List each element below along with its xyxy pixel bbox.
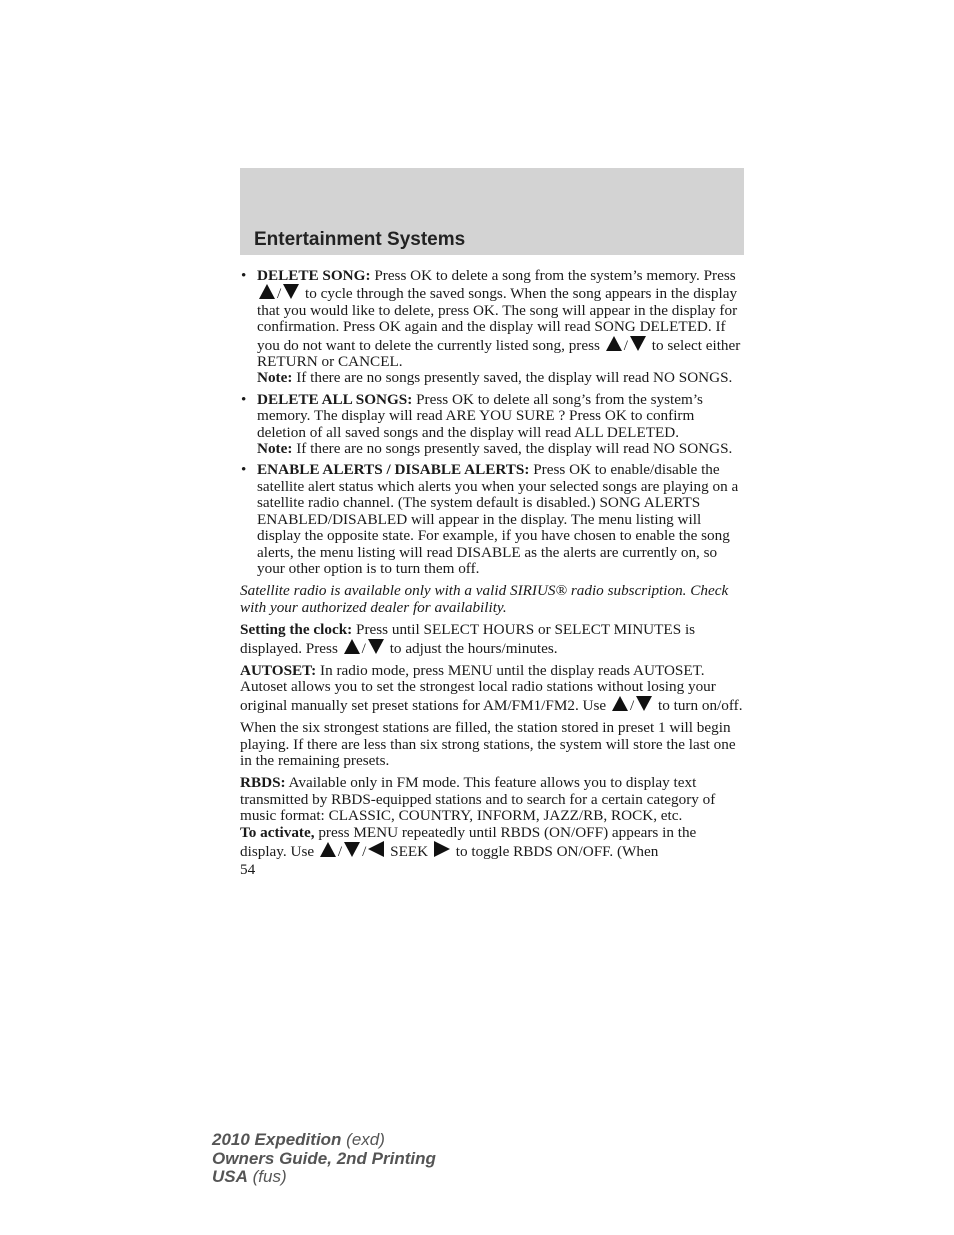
down-arrow-icon (344, 842, 360, 857)
down-arrow-icon (630, 336, 646, 351)
footer-guide-line: Owners Guide, 2nd Printing (212, 1148, 436, 1168)
clock-paragraph: Setting the clock: Press until SELECT HOURS or SELECT MINUTES is displayed. Press / to adjust the hours/minutes. (240, 621, 696, 657)
left-arrow-icon (368, 841, 384, 857)
term-delete-all-songs: DELETE ALL SONGS: (257, 390, 413, 408)
note: Note: If there are no songs presently saved, the display will read NO SONGS. (257, 369, 733, 387)
section-header-band (240, 168, 744, 255)
list-item-delete-all-songs: • DELETE ALL SONGS: Press OK to delete all song’s from the system’s memory. The display will read ARE YOU SURE ? Press OK to confirm deletion of all saved songs and the display will read ALL DELETED. Note: If there are no songs presently saved, the display will read NO SONGS. (240, 392, 746, 458)
rbds-activate-paragraph: To activate, press MENU repeatedly until RBDS (ON/OFF) appears in the display. Use / / SEEK to toggle RBDS ON/OFF. (When (240, 823, 697, 860)
note: Note: If there are no songs presently saved, the display will read NO SONGS. (257, 440, 733, 458)
right-arrow-icon (434, 841, 450, 857)
page-content (240, 268, 746, 879)
document-footer (212, 1131, 436, 1187)
section-title: Entertainment Systems (254, 229, 466, 250)
down-arrow-icon (368, 639, 384, 654)
footer-model-line: 2010 Expedition (exd) (212, 1130, 385, 1149)
autoset-paragraph: AUTOSET: In radio mode, press MENU until the display reads AUTOSET. Autoset allows you to set the strongest local radio stations without losing your original manually set preset stations for AM/FM1/FM2. Use / to turn on/off. (240, 661, 743, 714)
rbds-paragraph: RBDS: Available only in FM mode. This feature allows you to display text transmitted by RBDS-equipped stations and to search for a certain category of music format: CLASSIC, COUNTRY, INFORM, JAZZ/RB, ROCK, etc. (240, 774, 716, 825)
up-arrow-icon (612, 696, 628, 711)
down-arrow-icon (283, 284, 299, 299)
term-enable-alerts: ENABLE ALERTS / DISABLE ALERTS: (257, 461, 530, 479)
satellite-note: Satellite radio is available only with a valid SIRIUS® radio subscription. Check with your authorized dealer for availability. (240, 582, 729, 616)
list-item-delete-song: • DELETE SONG: Press OK to delete a song from the system’s memory. Press / to cycle through the saved songs. When the song appears in the display that you would like to delete, press OK. The song will appear in the display for confirmation. Press OK again and the display will read SONG DELETED. If you do not want to delete the currently listed song, press / to select either RETURN or CANCEL. Note: If there are no songs presently saved, the display will read NO SONGS. (240, 268, 746, 387)
footer-market-line: USA (fus) (212, 1167, 287, 1186)
autoset-followup: When the six strongest stations are filled, the station stored in preset 1 will begin playing. If there are less than six strong stations, the system will store the last one in the remaining presets. (240, 719, 736, 769)
up-arrow-icon (320, 842, 336, 857)
up-arrow-icon (259, 284, 275, 299)
page-number: 54 (240, 861, 256, 879)
option-list (240, 268, 746, 577)
term-delete-song: DELETE SONG: (257, 267, 371, 284)
up-arrow-icon (606, 336, 622, 351)
down-arrow-icon (636, 696, 652, 711)
up-arrow-icon (344, 639, 360, 654)
list-item-enable-alerts: • ENABLE ALERTS / DISABLE ALERTS: Press OK to enable/disable the satellite alert status which alerts you when your selected songs are playing on a satellite radio channel. (The system default is disabled.) SONG ALERTS ENABLED/DISABLED will appear in the display. The menu listing will display the opposite state. For example, if you have chosen to enable the song alerts, the menu listing will read DISABLE as the alerts are currently on, so your other option is to turn them off. (240, 462, 746, 577)
